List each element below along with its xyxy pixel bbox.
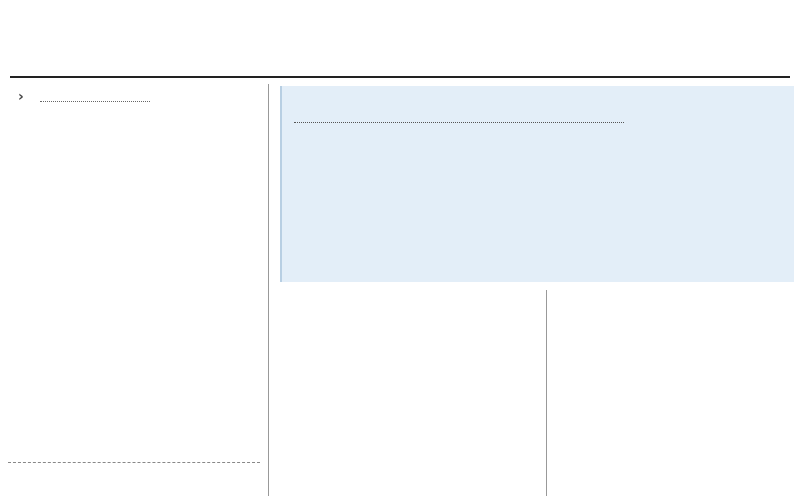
subheading: [8, 440, 260, 462]
article-column-3: [556, 290, 792, 494]
subheading-rule: [8, 462, 260, 463]
article-column-2: [278, 290, 538, 494]
continued-from-strap: [18, 86, 268, 108]
column-divider: [546, 290, 547, 496]
highlight-box-title-rule: [294, 122, 624, 123]
chevron-right-icon: ›: [18, 89, 24, 105]
headline-rule: [10, 76, 790, 78]
highlight-box-title: [294, 94, 774, 120]
article-column-1-continued: [8, 466, 260, 494]
column-divider: [268, 84, 269, 496]
headline: [10, 4, 790, 70]
strap-underline: [40, 101, 150, 102]
highlight-box: [280, 86, 794, 282]
highlight-box-body: [294, 130, 782, 276]
article-column-1: [8, 118, 260, 400]
